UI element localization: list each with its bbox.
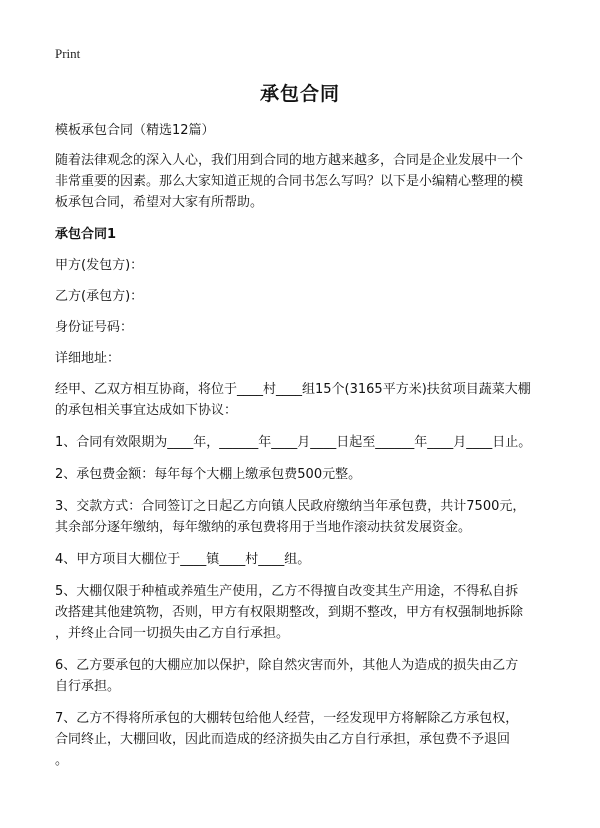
party-a-field: 甲方(发包方)：: [55, 258, 144, 273]
intro-paragraph: [55, 150, 555, 213]
clause-6: [55, 655, 555, 697]
clause-7: [55, 708, 555, 771]
clause-5: [55, 581, 555, 644]
clause-line: 其余部分逐年缴纳，每年缴纳的承包费将用于当地作滚动扶贫发展资金。: [55, 520, 472, 535]
clause-line: ，并终止合同一切损失由乙方自行承担。: [55, 626, 290, 641]
document-subtitle: 模板承包合同（精选12篇）: [55, 123, 215, 138]
party-b-field: 乙方(承包方)：: [55, 289, 144, 304]
clause-3: [55, 496, 555, 538]
preamble-paragraph: [55, 379, 555, 421]
clause-line: 合同终止，大棚回收，因此而造成的经济损失由乙方自行承担，承包费不予退回: [55, 732, 511, 747]
document-body: [55, 120, 555, 782]
print-link[interactable]: Print: [55, 46, 81, 61]
intro-line: 随着法律观念的深入人心，我们用到合同的地方越来越多，合同是企业发展中一个: [55, 153, 524, 168]
preamble-line: 经甲、乙双方相互协商，将位于____村____组15个(3165平方米)扶贫项目蔬菜大棚: [55, 382, 531, 397]
clause-line: 自行承担。: [55, 679, 121, 694]
clause-2: [55, 464, 555, 485]
clause-line: 改搭建其他建筑物，否则，甲方有权限期整改，到期不整改，甲方有权强制地拆除: [55, 605, 524, 620]
clause-line: 2、承包费金额：每年每个大棚上缴承包费500元整。: [55, 467, 362, 482]
intro-line: 板承包合同，希望对大家有所帮助。: [55, 195, 264, 210]
clause-line: 。: [55, 753, 69, 768]
document-title: 承包合同: [259, 83, 340, 105]
preamble-line: 的承包相关事宜达成如下协议：: [55, 403, 238, 418]
address-field: 详细地址：: [55, 351, 121, 366]
clause-line: 7、乙方不得将所承包的大棚转包给他人经营，一经发现甲方将解除乙方承包权，: [55, 711, 519, 726]
clause-line: 1、合同有效限期为____年，______年____月____日起至______年____月____日止。: [55, 435, 532, 450]
clause-line: 4、甲方项目大棚位于____镇____村____组。: [55, 552, 311, 567]
section-heading: 承包合同1: [55, 227, 117, 242]
intro-line: 非常重要的因素。那么大家知道正规的合同书怎么写吗？以下是小编精心整理的模: [55, 174, 524, 189]
clause-4: [55, 549, 555, 570]
id-number-field: 身份证号码：: [55, 320, 134, 335]
clause-1: [55, 432, 555, 453]
clause-line: 3、交款方式：合同签订之日起乙方向镇人民政府缴纳当年承包费，共计7500元，: [55, 499, 526, 514]
clause-line: 6、乙方要承包的大棚应加以保护，除自然灾害而外，其他人为造成的损失由乙方: [55, 658, 519, 673]
clause-line: 5、大棚仅限于种植或养殖生产使用，乙方不得擅自改变其生产用途，不得私自拆: [55, 584, 519, 599]
